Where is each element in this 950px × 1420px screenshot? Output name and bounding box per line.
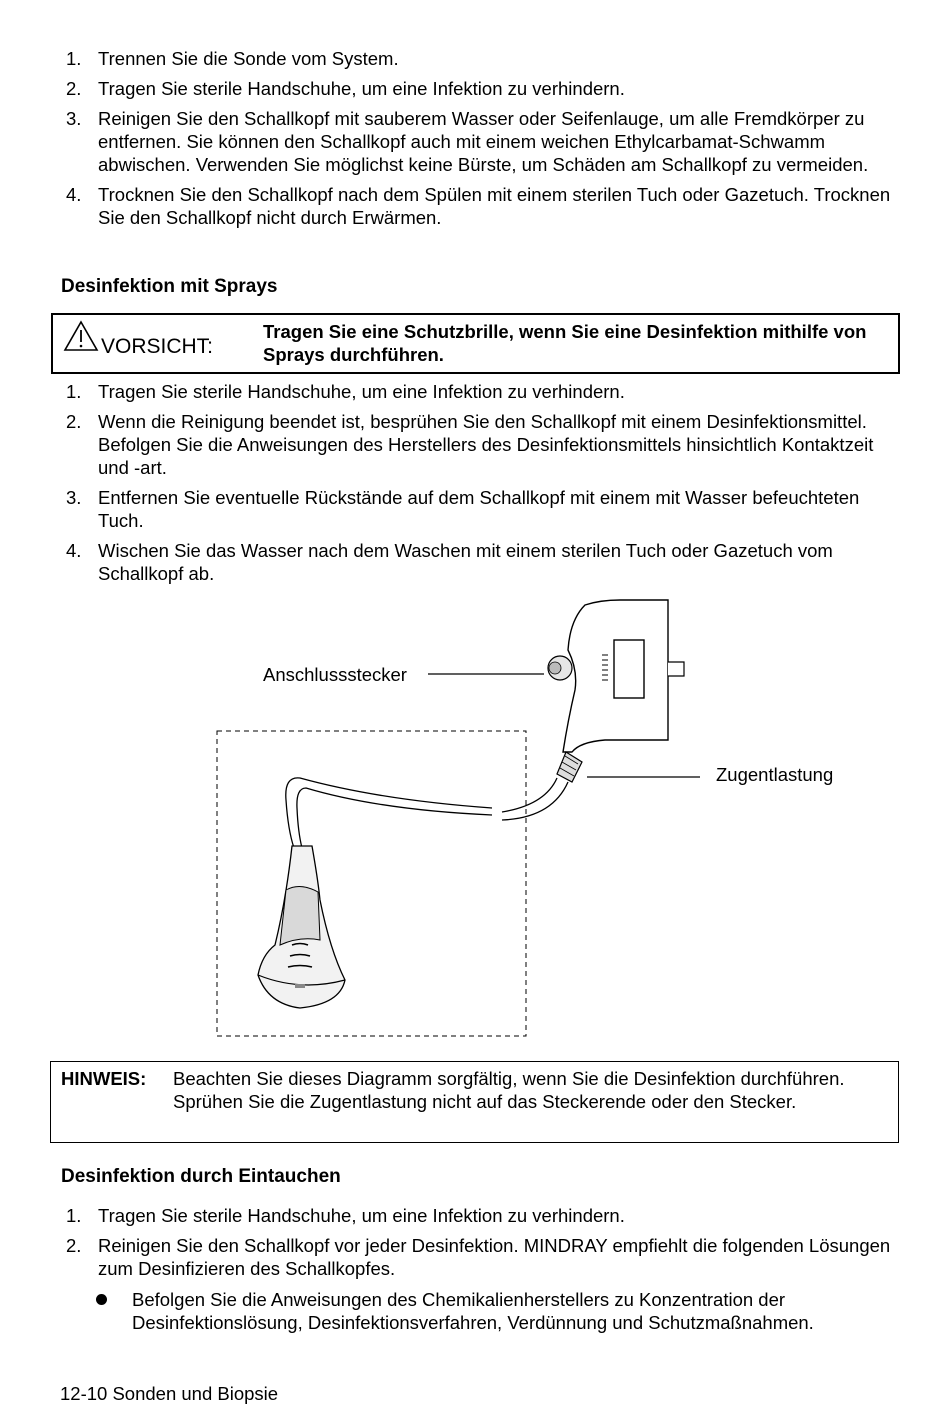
caution-message: Tragen Sie eine Schutzbrille, wenn Sie eine Desinfektion mithilfe von Sprays durchführen. [263,321,867,365]
step-number: 1. [66,48,82,69]
list-item [62,47,900,70]
list-item [62,183,900,229]
list-item [62,539,900,585]
list-item [62,410,900,479]
connector-pin [668,662,684,676]
step-text: Tragen Sie sterile Handschuhe, um eine Infektion zu verhindern. [98,381,625,402]
caution-label: VORSICHT: [101,335,214,358]
bullet-item [96,1288,892,1334]
step-text: Reinigen Sie den Schallkopf mit sauberem Wasser oder Seifenlauge, um alle Fremdkörper zu entfernen. Sie können den Schallkopf auch mit einem weichen Ethylcarbamat-Schwamm abwischen. Verwenden Sie möglichst keine Bürste, um Schäden am Schallkopf zu vermeiden. [98,108,869,175]
strain-relief-label: Zugentlastung [716,764,834,785]
immersion-steps-list [62,1204,900,1287]
note-text: Beachten Sie dieses Diagramm sorgfältig, wenn Sie die Desinfektion durchführen. Sprühen Sie die Zugentlastung nicht auf das Steckerende oder den Stecker. [173,1068,845,1112]
note-label: HINWEIS: [61,1068,147,1089]
step-number: 1. [66,381,82,402]
step-text: Trennen Sie die Sonde vom System. [98,48,399,69]
spray-steps-list [62,380,900,592]
step-text: Trocknen Sie den Schallkopf nach dem Spülen mit einem sterilen Tuch oder Gazetuch. Trocknen Sie den Schallkopf nicht durch Erwärmen. [98,184,891,228]
step-text: Tragen Sie sterile Handschuhe, um eine Infektion zu verhindern. [98,1205,625,1226]
step-number: 1. [66,1205,82,1226]
step-number: 2. [66,411,82,432]
warning-triangle-icon [63,320,99,352]
bullet-text: Befolgen Sie die Anweisungen des Chemikalienherstellers zu Konzentration der Desinfektionslösung, Desinfektionsverfahren, Verdünnung und Schutzmaßnahmen. [132,1289,814,1333]
step-number: 4. [66,540,82,561]
step-text: Reinigen Sie den Schallkopf vor jeder Desinfektion. MINDRAY empfiehlt die folgenden Lösungen zum Desinfizieren des Schallkopfes. [98,1235,891,1279]
caution-box [51,313,900,374]
cleaning-steps-list [62,47,900,236]
connector-label: Anschlussstecker [263,664,407,685]
step-text: Wenn die Reinigung beendet ist, besprühen Sie den Schallkopf mit einem Desinfektionsmittel. Befolgen Sie die Anweisungen des Herstellers des Desinfektionsmittels hinsichtlich Kontaktzeit und -art. [98,411,874,478]
list-item [62,486,900,532]
strain-relief [557,752,582,782]
probe-grip [280,886,320,945]
page-footer: 12-10 Sonden und Biopsie [60,1383,279,1404]
step-text: Wischen Sie das Wasser nach dem Waschen mit einem sterilen Tuch oder Gazetuch vom Schallkopf ab. [98,540,833,584]
list-item [62,107,900,176]
list-item [62,77,900,100]
step-number: 3. [66,487,82,508]
step-number: 2. [66,78,82,99]
step-text: Entfernen Sie eventuelle Rückstände auf dem Schallkopf mit einem mit Wasser befeuchteten Tuch. [98,487,860,531]
section-heading-spray: Desinfektion mit Sprays [61,276,278,297]
step-number: 4. [66,184,82,205]
list-item [62,380,900,403]
step-text: Tragen Sie sterile Handschuhe, um eine Infektion zu verhindern. [98,78,625,99]
list-item [62,1234,900,1280]
bullet-dot-icon [96,1294,107,1305]
list-item [62,1204,900,1227]
note-box [50,1061,899,1143]
immersion-area-frame [217,731,526,1036]
step-number: 2. [66,1235,82,1256]
section-heading-immersion: Desinfektion durch Eintauchen [61,1166,341,1187]
connector-window [614,640,644,698]
step-number: 3. [66,108,82,129]
